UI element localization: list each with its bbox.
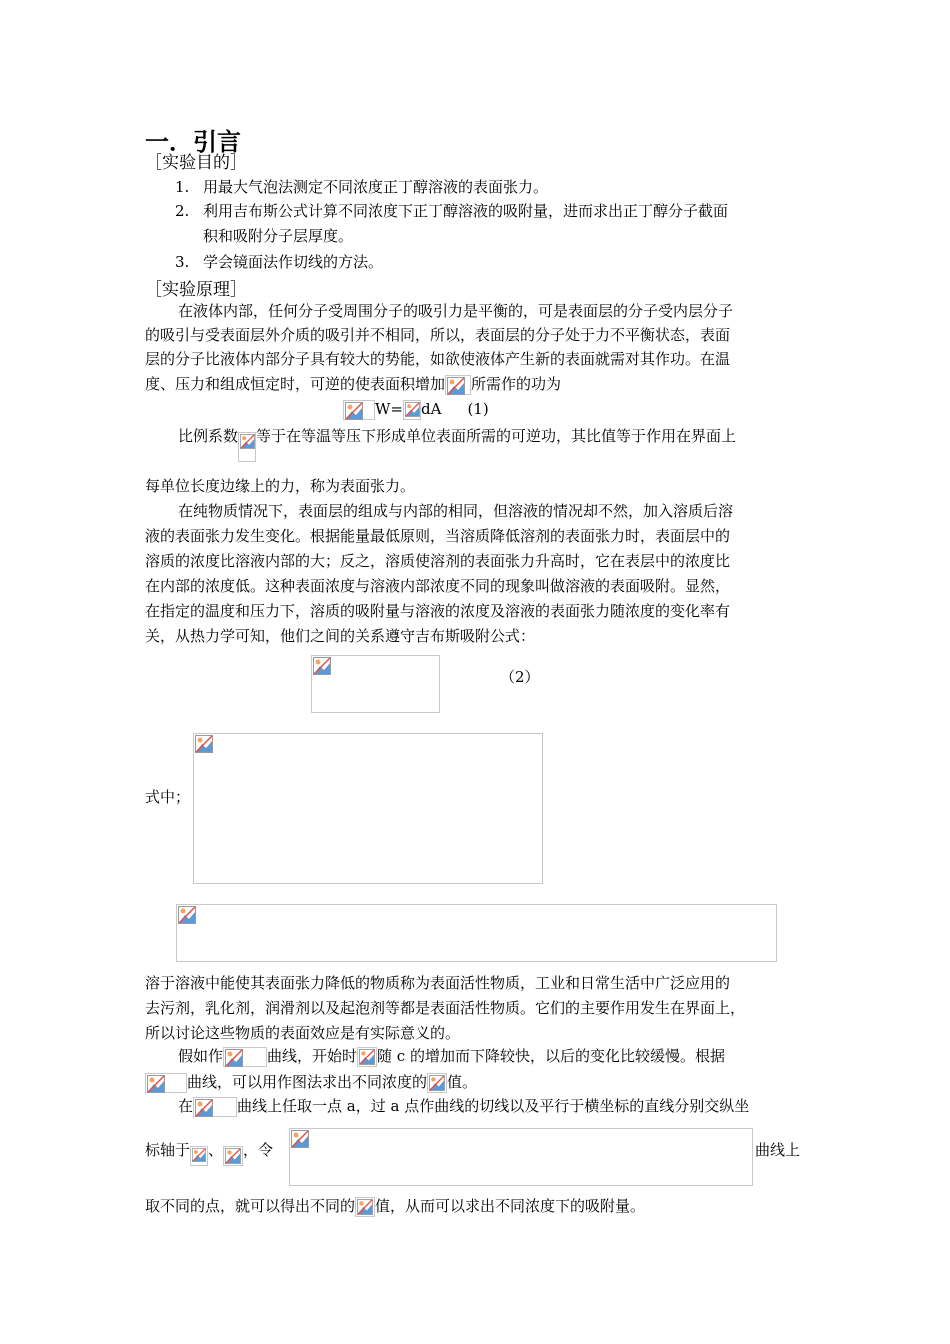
equation-number: (1) bbox=[467, 400, 489, 418]
broken-image-icon bbox=[193, 1097, 237, 1117]
section-heading-introduction: 一．引言 bbox=[145, 128, 241, 156]
paragraph-line: 所以讨论这些物质的表面效应是有实际意义的。 bbox=[145, 1024, 461, 1042]
paragraph-line: 关，从热力学可知，他们之间的关系遵守吉布斯吸附公式： bbox=[145, 627, 536, 645]
broken-image-icon bbox=[223, 1146, 243, 1166]
paragraph-line: 的吸引与受表面层外介质的吸引并不相同，所以，表面层的分子处于力不平衡状态，表面 bbox=[145, 326, 731, 344]
tangent-formula-image bbox=[289, 1128, 753, 1186]
broken-image-icon bbox=[427, 1073, 447, 1093]
paragraph-line: 每单位长度边缘上的力，称为表面张力。 bbox=[145, 477, 416, 495]
paragraph-line: 在内部的浓度低。这种表面浓度与溶液内部浓度不同的现象叫做溶液的表面吸附。显然， bbox=[145, 577, 731, 595]
equation-1: W= dA (1) bbox=[343, 397, 489, 421]
broken-image-icon bbox=[357, 1047, 377, 1067]
paragraph-line: 溶于溶液中能使其表面张力降低的物质称为表面活性物质，工业和日常生活中广泛应用的 bbox=[145, 974, 731, 992]
broken-image-icon bbox=[223, 1047, 267, 1067]
broken-image-icon bbox=[190, 1146, 208, 1166]
broken-image-icon bbox=[343, 400, 375, 420]
paragraph-line: 在液体内部，任何分子受周围分子的吸引力是平衡的，可是表面层的分子受内层分子 bbox=[178, 302, 734, 320]
paragraph-line: 层的分子比液体内部分子具有较大的势能，如欲使液体产生新的表面就需对其作功。在温 bbox=[145, 350, 731, 368]
paragraph-line: 在指定的温度和压力下，溶质的吸附量与溶液的浓度及溶液的表面张力随浓度的变化率有 bbox=[145, 602, 731, 620]
paragraph-line: 溶质的浓度比溶液内部的大；反之，溶质使溶剂的表面张力升高时，它在表层中的浓度比 bbox=[145, 552, 731, 570]
paragraph-line: 度、压力和组成恒定时，可逆的使表面积增加 所需作的功为 bbox=[145, 375, 562, 393]
paragraph-line: 曲线上 bbox=[755, 1141, 801, 1159]
paragraph-line: 标轴于 、 ，令 bbox=[145, 1138, 273, 1166]
paragraph-line: 曲线，可以用作图法求出不同浓度的 值。 bbox=[145, 1070, 477, 1094]
broken-image-icon bbox=[355, 1197, 375, 1217]
paragraph-line: 式中； bbox=[145, 788, 191, 806]
subheading-experiment-principle: ［实验原理］ bbox=[145, 280, 247, 300]
aim-item-continued: 积和吸附分子层厚度。 bbox=[203, 227, 354, 245]
formula-image bbox=[176, 904, 777, 962]
symbol-definitions-image bbox=[193, 733, 543, 884]
aim-item: 3. 学会镜面法作切线的方法。 bbox=[175, 253, 384, 271]
paragraph-line: 在纯物质情况下，表面层的组成与内部的相同，但溶液的情况却不然，加入溶质后溶 bbox=[178, 502, 734, 520]
subheading-experiment-purpose: ［实验目的］ bbox=[145, 153, 247, 173]
paragraph-line: 取不同的点，就可以得出不同的 值，从而可以求出不同浓度下的吸附量。 bbox=[145, 1197, 646, 1215]
paragraph-line: 比例系数 等于在等温等压下形成单位表面所需的可逆功，其比值等于作用在界面上 bbox=[178, 424, 736, 462]
equation-2-image bbox=[311, 655, 440, 713]
broken-image-icon bbox=[445, 375, 471, 395]
aim-item: 1. 用最大气泡法测定不同浓度正丁醇溶液的表面张力。 bbox=[175, 178, 549, 196]
broken-image-icon bbox=[403, 400, 421, 420]
paragraph-line: 去污剂，乳化剂，润滑剂以及起泡剂等都是表面活性物质。它们的主要作用发生在界面上， bbox=[145, 999, 746, 1017]
aim-item: 2. 利用吉布斯公式计算不同浓度下正丁醇溶液的吸附量，进而求出正丁醇分子截面 bbox=[175, 202, 729, 220]
paragraph-line: 在 曲线上任取一点 a，过 a 点作曲线的切线以及平行于横坐标的直线分别交纵坐 bbox=[178, 1097, 750, 1115]
paragraph-line: 假如作 曲线，开始时 随 c 的增加而下降较快，以后的变化比较缓慢。根据 bbox=[178, 1047, 725, 1065]
paragraph-line: 液的表面张力发生变化。根据能量最低原则，当溶质降低溶剂的表面张力时，表面层中的 bbox=[145, 527, 731, 545]
broken-image-icon bbox=[145, 1073, 187, 1093]
equation-number: （2） bbox=[500, 668, 540, 686]
broken-image-icon bbox=[238, 432, 256, 462]
